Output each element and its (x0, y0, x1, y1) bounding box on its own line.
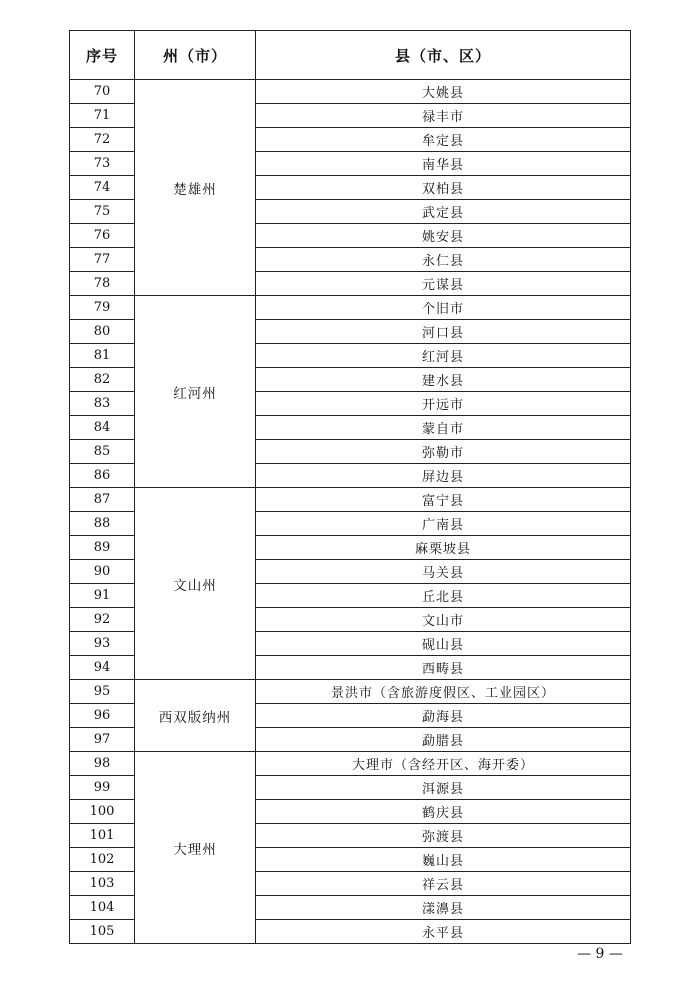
row-number: 98 (70, 752, 135, 776)
row-number: 73 (70, 152, 135, 176)
row-number: 95 (70, 680, 135, 704)
header-row (70, 31, 631, 80)
row-number: 97 (70, 728, 135, 752)
county-cell: 武定县 (256, 200, 631, 224)
table-row (70, 296, 631, 320)
row-number: 92 (70, 608, 135, 632)
county-cell: 禄丰市 (256, 104, 631, 128)
row-number: 87 (70, 488, 135, 512)
prefecture-cell: 大理州 (135, 752, 256, 944)
row-number: 70 (70, 80, 135, 104)
row-number: 94 (70, 656, 135, 680)
row-number: 102 (70, 848, 135, 872)
county-cell: 弥勒市 (256, 440, 631, 464)
row-number: 90 (70, 560, 135, 584)
county-cell: 河口县 (256, 320, 631, 344)
county-cell: 大姚县 (256, 80, 631, 104)
row-number: 84 (70, 416, 135, 440)
county-cell: 个旧市 (256, 296, 631, 320)
prefecture-cell: 西双版纳州 (135, 680, 256, 752)
county-cell: 蒙自市 (256, 416, 631, 440)
row-number: 80 (70, 320, 135, 344)
county-cell: 姚安县 (256, 224, 631, 248)
county-cell: 丘北县 (256, 584, 631, 608)
row-number: 72 (70, 128, 135, 152)
row-number: 99 (70, 776, 135, 800)
county-cell: 大理市（含经开区、海开委） (256, 752, 631, 776)
row-number: 91 (70, 584, 135, 608)
prefecture-cell: 红河州 (135, 296, 256, 488)
row-number: 88 (70, 512, 135, 536)
table-row (70, 488, 631, 512)
row-number: 75 (70, 200, 135, 224)
county-cell: 永平县 (256, 920, 631, 944)
county-cell: 巍山县 (256, 848, 631, 872)
row-number: 105 (70, 920, 135, 944)
county-cell: 牟定县 (256, 128, 631, 152)
county-cell: 屏边县 (256, 464, 631, 488)
county-cell: 建水县 (256, 368, 631, 392)
page-number: — 9 — (577, 946, 623, 962)
row-number: 76 (70, 224, 135, 248)
county-cell: 景洪市（含旅游度假区、工业园区） (256, 680, 631, 704)
row-number: 100 (70, 800, 135, 824)
header-prefecture: 州（市） (135, 31, 256, 80)
county-cell: 勐海县 (256, 704, 631, 728)
row-number: 101 (70, 824, 135, 848)
table-body (70, 80, 631, 944)
county-cell: 漾濞县 (256, 896, 631, 920)
row-number: 79 (70, 296, 135, 320)
row-number: 85 (70, 440, 135, 464)
row-number: 104 (70, 896, 135, 920)
county-cell: 永仁县 (256, 248, 631, 272)
county-cell: 洱源县 (256, 776, 631, 800)
row-number: 86 (70, 464, 135, 488)
header-no: 序号 (70, 31, 135, 80)
county-cell: 马关县 (256, 560, 631, 584)
county-cell: 弥渡县 (256, 824, 631, 848)
table-row (70, 680, 631, 704)
row-number: 103 (70, 872, 135, 896)
county-cell: 麻栗坡县 (256, 536, 631, 560)
county-cell: 鹤庆县 (256, 800, 631, 824)
table-row (70, 752, 631, 776)
row-number: 93 (70, 632, 135, 656)
county-cell: 西畴县 (256, 656, 631, 680)
row-number: 82 (70, 368, 135, 392)
county-cell: 双柏县 (256, 176, 631, 200)
county-cell: 元谋县 (256, 272, 631, 296)
row-number: 83 (70, 392, 135, 416)
row-number: 77 (70, 248, 135, 272)
row-number: 71 (70, 104, 135, 128)
row-number: 74 (70, 176, 135, 200)
county-cell: 南华县 (256, 152, 631, 176)
header-county: 县（市、区） (256, 31, 631, 80)
county-cell: 勐腊县 (256, 728, 631, 752)
row-number: 81 (70, 344, 135, 368)
row-number: 78 (70, 272, 135, 296)
county-cell: 砚山县 (256, 632, 631, 656)
row-number: 96 (70, 704, 135, 728)
county-cell: 富宁县 (256, 488, 631, 512)
prefecture-cell: 文山州 (135, 488, 256, 680)
county-cell: 红河县 (256, 344, 631, 368)
county-cell: 广南县 (256, 512, 631, 536)
county-cell: 开远市 (256, 392, 631, 416)
county-cell: 祥云县 (256, 872, 631, 896)
prefecture-cell: 楚雄州 (135, 80, 256, 296)
county-cell: 文山市 (256, 608, 631, 632)
row-number: 89 (70, 536, 135, 560)
county-table (69, 30, 631, 944)
table-row (70, 80, 631, 104)
